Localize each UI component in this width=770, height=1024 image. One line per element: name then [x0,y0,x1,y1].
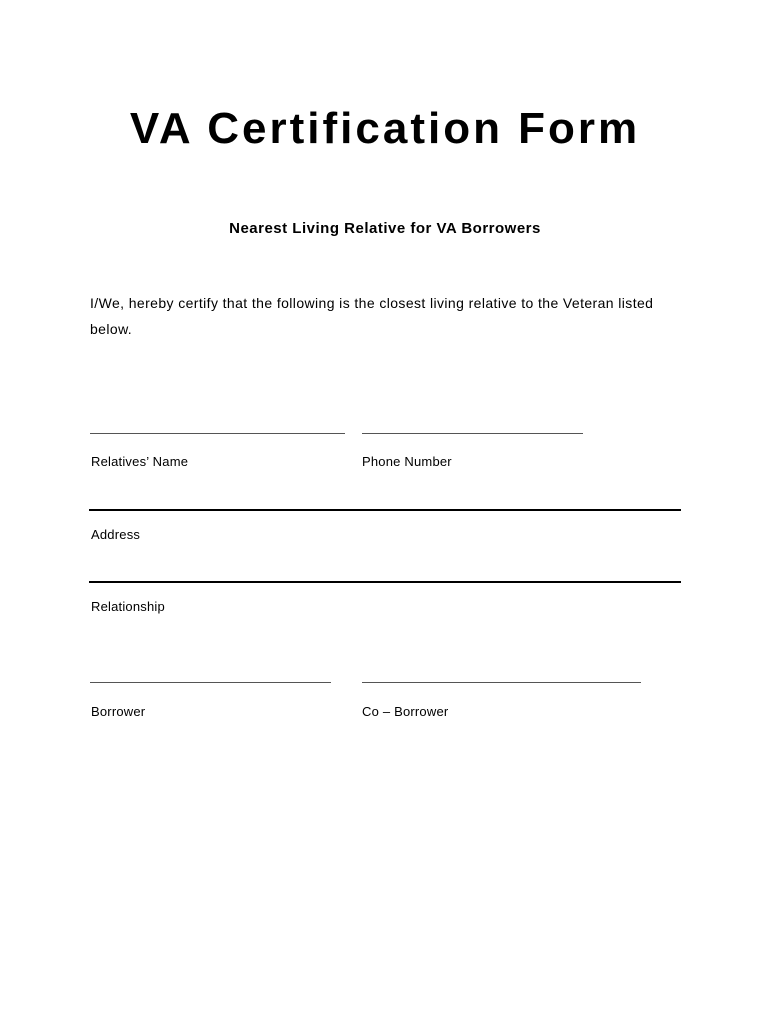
relatives-name-line[interactable] [90,433,345,434]
relationship-label: Relationship [91,599,165,614]
co-borrower-signature-line[interactable] [362,682,641,683]
address-label: Address [91,527,141,542]
form-subtitle: Nearest Living Relative for VA Borrowers [229,220,541,237]
relatives-name-label: Relatives’ Name [91,454,189,469]
certification-statement: I/We, hereby certify that the following is the closest living relative to the Veteran listed below. [90,295,654,337]
relationship-line[interactable] [89,581,681,583]
co-borrower-label: Co – Borrower [362,704,449,719]
borrower-signature-line[interactable] [90,682,331,683]
address-line[interactable] [89,509,681,511]
borrower-label: Borrower [91,704,146,719]
form-title: VA Certification Form [129,104,641,153]
phone-number-label: Phone Number [362,454,452,469]
phone-number-line[interactable] [362,433,583,434]
